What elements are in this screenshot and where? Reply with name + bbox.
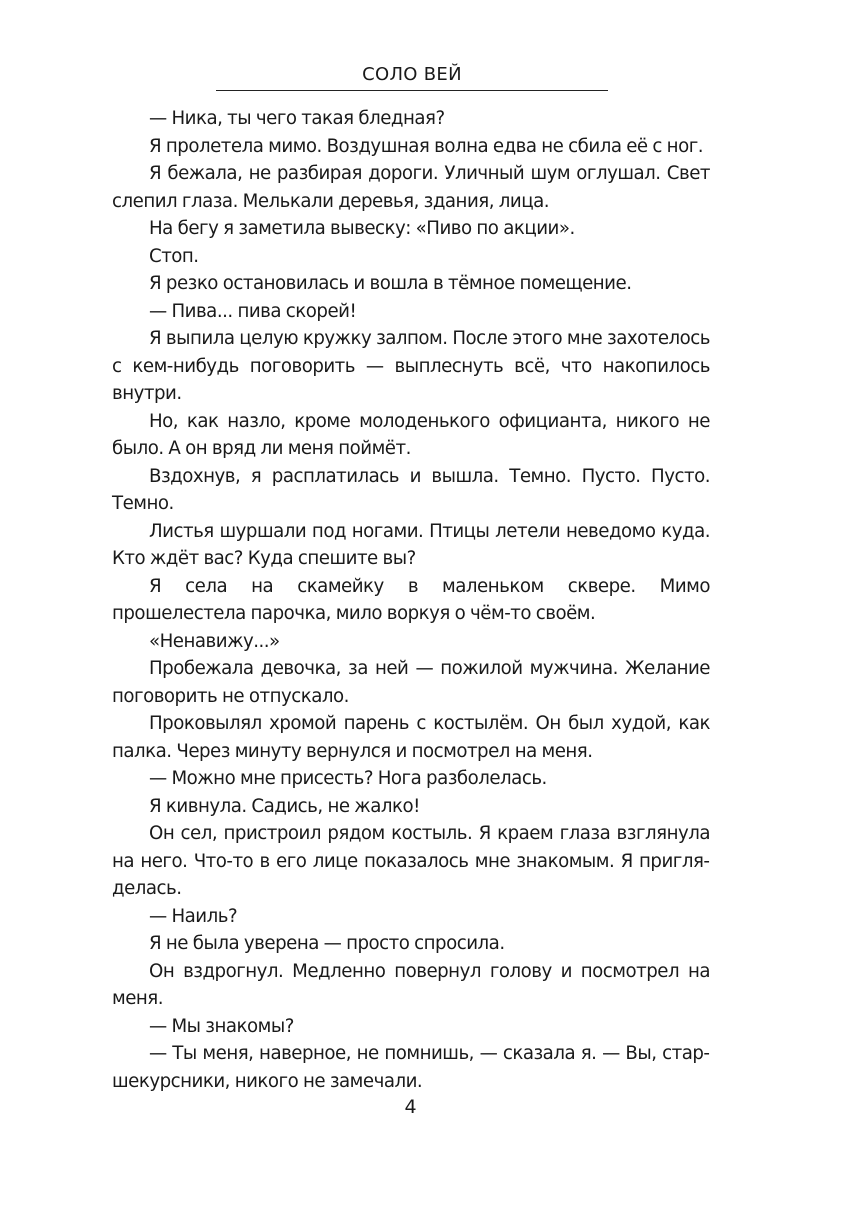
paragraph: Он вздрогнул. Медленно повернул голову и посмотрел на меня.	[112, 960, 710, 1009]
paragraph: — Ника, ты чего такая бледная?	[149, 108, 445, 129]
paragraph: Я резко остановилась и вошла в тёмное помещение.	[149, 273, 632, 294]
paragraph: Я бежала, не разбирая дороги. Уличный шум оглушал. Свет слепил глаза. Мелькали деревья, здания, лица.	[112, 163, 710, 212]
paragraph: «Ненавижу...»	[149, 630, 280, 652]
paragraph: Стоп.	[149, 245, 199, 267]
page-body	[112, 105, 710, 1095]
page-number: 4	[404, 1096, 417, 1118]
paragraph: Я выпила целую кружку залпом. После этого мне захотелось с кем-нибудь поговорить — выплеснуть всё, что накопилось внутри.	[112, 328, 710, 404]
paragraph: Я села на скамейку в маленьком сквере. Мимо прошелестела парочка, мило воркуя о чём-то своём.	[112, 575, 710, 624]
paragraph: Листья шуршали под ногами. Птицы летели неведомо куда. Кто ждёт вас? Куда спешите вы?	[112, 520, 710, 569]
paragraph: Проковылял хромой парень с костылём. Он был худой, как палка. Через минуту вернулся и посмотрел на меня.	[112, 713, 710, 762]
paragraph: Он сел, пристроил рядом костыль. Я краем глаза взглянула на него. Что-то в его лице показалось мне знакомым. Я пригляделась.	[112, 823, 710, 899]
paragraph: — Ты меня, наверное, не помнишь, — сказала я. — Вы, старшекурсники, никого не замечали.	[112, 1043, 710, 1092]
paragraph: Вздохнув, я расплатилась и вышла. Темно. Пусто. Пусто. Темно.	[112, 465, 710, 514]
running-title: СОЛО ВЕЙ	[216, 60, 608, 91]
paragraph: Я не была уверена — просто спросила.	[149, 933, 505, 954]
paragraph: Я пролетела мимо. Воздушная волна едва не сбила её с ног.	[149, 135, 704, 157]
paragraph: — Наиль?	[149, 905, 238, 927]
paragraph: Но, как назло, кроме молоденького официанта, никого не было. А он вряд ли меня поймёт.	[112, 410, 710, 459]
paragraph: На бегу я заметила вывеску: «Пиво по акции».	[149, 218, 575, 239]
paragraph: — Мы знакомы?	[149, 1015, 294, 1037]
paragraph: Пробежала девочка, за ней — пожилой мужчина. Желание поговорить не отпускало.	[112, 658, 710, 707]
paragraph: — Можно мне присесть? Нога разболелась.	[149, 768, 547, 789]
paragraph: — Пива... пива скорей!	[149, 300, 357, 322]
paragraph: Я кивнула. Садись, не жалко!	[149, 795, 420, 817]
